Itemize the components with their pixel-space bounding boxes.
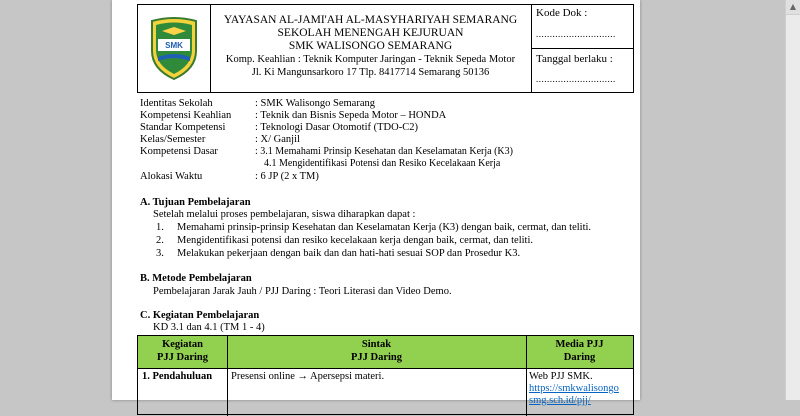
kode-dok-label: Kode Dok : xyxy=(536,7,588,19)
section-title: B. Metode Pembelajaran xyxy=(140,273,252,284)
tujuan-intro: Setelah melalui proses pembelajaran, siswa diharapkan dapat : xyxy=(153,209,416,220)
identity-value: 4.1 Mengidentifikasi Potensi dan Resiko Kecelakaan Kerja xyxy=(264,158,501,169)
scroll-up-icon[interactable]: ▲ xyxy=(786,0,800,15)
list-item: Memahami prinsip-prinsip Kesehatan dan Keselamatan Kerja (K3) dengan baik, cermat, dan teliti. xyxy=(177,222,592,233)
document-page xyxy=(112,0,640,406)
metode-text: Pembelajaran Jarak Jauh / PJJ Daring : Teori Literasi dan Video Demo. xyxy=(153,286,452,297)
section-title: A. Tujuan Pembelajaran xyxy=(140,197,251,208)
list-number: 2. xyxy=(156,235,164,246)
identity-label: Alokasi Waktu xyxy=(140,171,203,182)
logo-text: SMK xyxy=(165,41,183,50)
identity-label: Kelas/Semester xyxy=(140,134,206,145)
foundation-name: YAYASAN AL-JAMI'AH AL-MASYHARIYAH SEMARANG xyxy=(223,14,518,26)
letterhead-title xyxy=(210,5,532,92)
table-row-sintak: Presensi online → Apersepsi materi. xyxy=(231,371,385,382)
table-row-media: Web PJJ SMK. xyxy=(529,371,593,382)
school-logo-icon xyxy=(144,17,204,81)
list-item: Melakukan pekerjaan dengan baik dan dan hati-hati sesuai SOP dan Prosedur K3. xyxy=(177,248,521,259)
identity-value: : 3.1 Memahami Prinsip Kesehatan dan Keselamatan Kerja (K3) xyxy=(255,146,513,157)
school-name: SMK WALISONGO SEMARANG xyxy=(288,40,453,52)
list-number: 1. xyxy=(156,222,164,233)
identity-label: Kompetensi Dasar xyxy=(140,146,218,157)
tanggal-dots: ............................. xyxy=(536,74,616,84)
header-sintak: Sintak PJJ Daring xyxy=(350,339,403,363)
letterhead-table xyxy=(137,4,634,93)
address-line: Jl. Ki Mangunsarkoro 17 Tlp. 8417714 Semarang 50136 xyxy=(251,67,490,78)
identity-value: : Teknologi Dasar Otomotif (TDO-C2) xyxy=(255,122,418,133)
identity-label: Identitas Sekolah xyxy=(140,98,213,109)
pjj-link[interactable]: smg.sch.id/pjj/ xyxy=(529,395,591,406)
document-code-cell xyxy=(532,5,633,92)
pjj-link[interactable]: https://smkwalisongo xyxy=(529,383,619,394)
kd-note: KD 3.1 dan 4.1 (TM 1 - 4) xyxy=(153,322,265,333)
identity-value: : SMK Walisongo Semarang xyxy=(255,98,375,109)
kode-dok-dots: ............................. xyxy=(536,29,616,39)
identity-label: Kompetensi Keahlian xyxy=(140,110,232,121)
section-title: C. Kegiatan Pembelajaran xyxy=(140,310,260,321)
vertical-scrollbar[interactable] xyxy=(785,0,800,400)
school-type: SEKOLAH MENENGAH KEJURUAN xyxy=(277,27,464,39)
list-number: 3. xyxy=(156,248,164,259)
list-item: Mengidentifikasi potensi dan resiko kecelakaan kerja dengan baik, cermat, dan teliti. xyxy=(177,235,533,246)
identity-value: : 6 JP (2 x TM) xyxy=(255,171,319,182)
table-row-kegiatan: 1. Pendahuluan xyxy=(142,371,213,382)
kegiatan-table xyxy=(137,335,634,415)
identity-value: : Teknik dan Bisnis Sepeda Motor – HONDA xyxy=(255,110,447,121)
identity-value: : X/ Ganjil xyxy=(255,134,300,145)
competency-line: Komp. Keahlian : Teknik Komputer Jaringan - Teknik Sepeda Motor xyxy=(225,54,516,65)
header-kegiatan: Kegiatan PJJ Daring xyxy=(156,339,209,363)
identity-label: Standar Kompetensi xyxy=(140,122,226,133)
header-media: Media PJJ Daring xyxy=(555,339,604,363)
logo-cell xyxy=(138,5,211,92)
tanggal-berlaku-label: Tanggal berlaku : xyxy=(536,53,613,65)
